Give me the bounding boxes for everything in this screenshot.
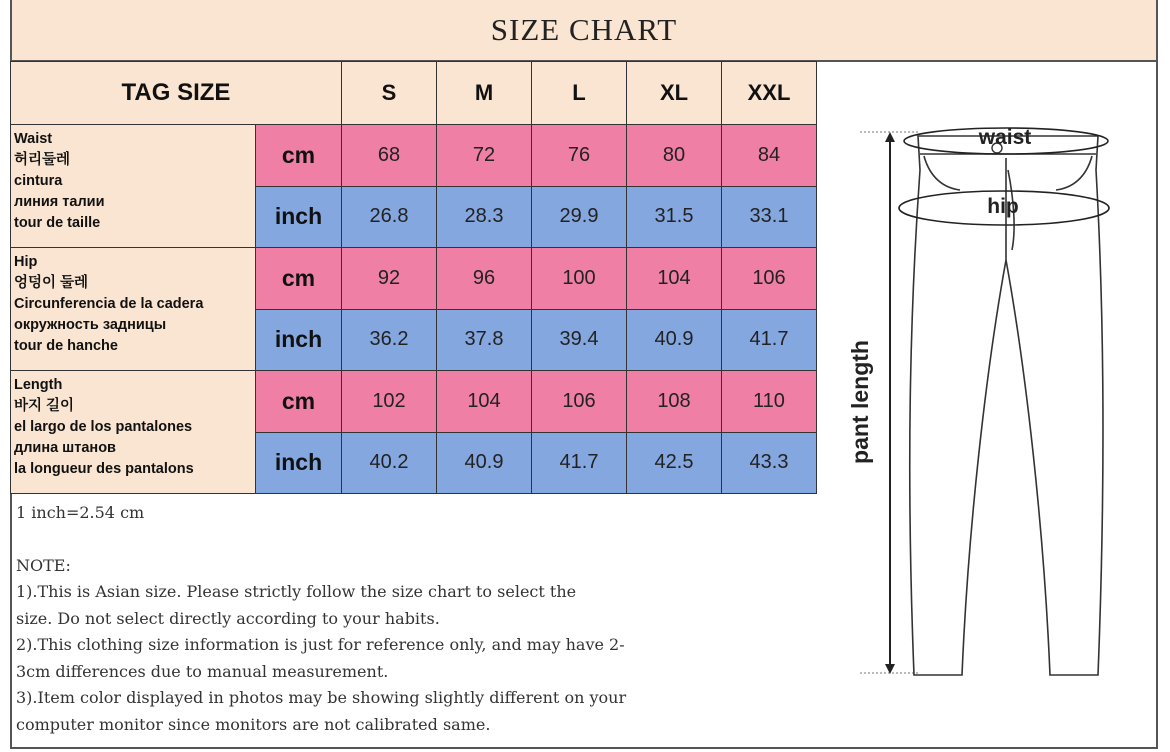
measurement-name-fr: tour de taille	[14, 215, 101, 231]
table-cell: 31.5	[627, 186, 722, 248]
table-cell: 80	[627, 125, 722, 187]
table-cell: 72	[437, 125, 532, 187]
unit-inch: inch	[256, 432, 342, 494]
arrow-up-icon	[885, 132, 895, 142]
table-cell: 40.9	[627, 309, 722, 371]
table-cell: 33.1	[722, 186, 817, 248]
table-cell: 40.9	[437, 432, 532, 494]
unit-cm: cm	[256, 125, 342, 187]
measurement-name-ru: длина штанов	[14, 440, 116, 456]
size-header-xl: XL	[627, 62, 722, 125]
page-title: SIZE CHART	[490, 12, 678, 47]
table-cell: 68	[342, 125, 437, 187]
waist-label: waist	[978, 126, 1032, 149]
hip-cm-row	[11, 248, 817, 310]
table-cell: 36.2	[342, 309, 437, 371]
measurement-name: Hip	[14, 254, 38, 270]
table-cell: 26.8	[342, 186, 437, 248]
waist-cm-row	[11, 125, 817, 187]
measurement-name-ko: 엉덩이 둘레	[14, 275, 89, 291]
table-cell: 76	[532, 125, 627, 187]
table-cell: 41.7	[532, 432, 627, 494]
note-line: computer monitor since monitors are not calibrated same.	[16, 714, 491, 734]
table-cell: 28.3	[437, 186, 532, 248]
measurement-name-es: Circunferencia de la cadera	[14, 296, 204, 312]
measurement-name-es: cintura	[14, 173, 63, 189]
table-cell: 108	[627, 371, 722, 433]
header-row	[11, 62, 817, 125]
note-line: 3cm differences due to manual measurement.	[16, 661, 389, 681]
table-cell: 84	[722, 125, 817, 187]
length-label-cell	[11, 371, 256, 494]
table-cell: 40.2	[342, 432, 437, 494]
table-cell: 106	[722, 248, 817, 310]
measurement-name-ko: 허리둘레	[14, 152, 71, 168]
hip-label-cell	[11, 248, 256, 371]
notes-section	[16, 500, 806, 738]
title-band	[10, 0, 1158, 62]
size-header-l: L	[532, 62, 627, 125]
table-cell: 42.5	[627, 432, 722, 494]
table-cell: 104	[627, 248, 722, 310]
size-header-s: S	[342, 62, 437, 125]
table-cell: 39.4	[532, 309, 627, 371]
measurement-name-ko: 바지 길이	[14, 398, 75, 414]
note-line: size. Do not select directly according to your habits.	[16, 608, 440, 628]
hip-label: hip	[987, 195, 1019, 218]
note-line: 2).This clothing size information is just for reference only, and may have 2-	[16, 635, 625, 654]
measurement-name: Waist	[14, 131, 53, 147]
table-cell: 104	[437, 371, 532, 433]
measurement-name-fr: tour de hanche	[14, 338, 118, 354]
conversion-note: 1 inch=2.54 cm	[16, 503, 145, 522]
unit-cm: cm	[256, 371, 342, 433]
pants-diagram	[840, 110, 1140, 710]
table-cell: 96	[437, 248, 532, 310]
table-cell: 110	[722, 371, 817, 433]
waist-label-cell	[11, 125, 256, 248]
size-header-xxl: XXL	[722, 62, 817, 125]
unit-cm: cm	[256, 248, 342, 310]
unit-inch: inch	[256, 309, 342, 371]
note-line: 3).Item color displayed in photos may be showing slightly different on your	[16, 688, 627, 707]
size-table	[10, 61, 817, 494]
table-cell: 37.8	[437, 309, 532, 371]
measurement-name-ru: линия талии	[14, 194, 105, 210]
table-cell: 106	[532, 371, 627, 433]
note-heading: NOTE:	[16, 555, 71, 575]
tag-size-header: TAG SIZE	[11, 62, 342, 125]
unit-inch: inch	[256, 186, 342, 248]
table-cell: 29.9	[532, 186, 627, 248]
measurement-name-es: el largo de los pantalones	[14, 419, 193, 435]
note-line: 1).This is Asian size. Please strictly follow the size chart to select the	[16, 582, 577, 601]
table-cell: 41.7	[722, 309, 817, 371]
table-cell: 43.3	[722, 432, 817, 494]
table-cell: 100	[532, 248, 627, 310]
measurement-name-ru: окружность задницы	[14, 317, 167, 333]
size-header-m: M	[437, 62, 532, 125]
length-cm-row	[11, 371, 817, 433]
table-cell: 92	[342, 248, 437, 310]
table-cell: 102	[342, 371, 437, 433]
pant-length-label: pant length	[847, 340, 873, 464]
measurement-name-fr: la longueur des pantalons	[14, 461, 194, 477]
measurement-name: Length	[14, 377, 63, 393]
